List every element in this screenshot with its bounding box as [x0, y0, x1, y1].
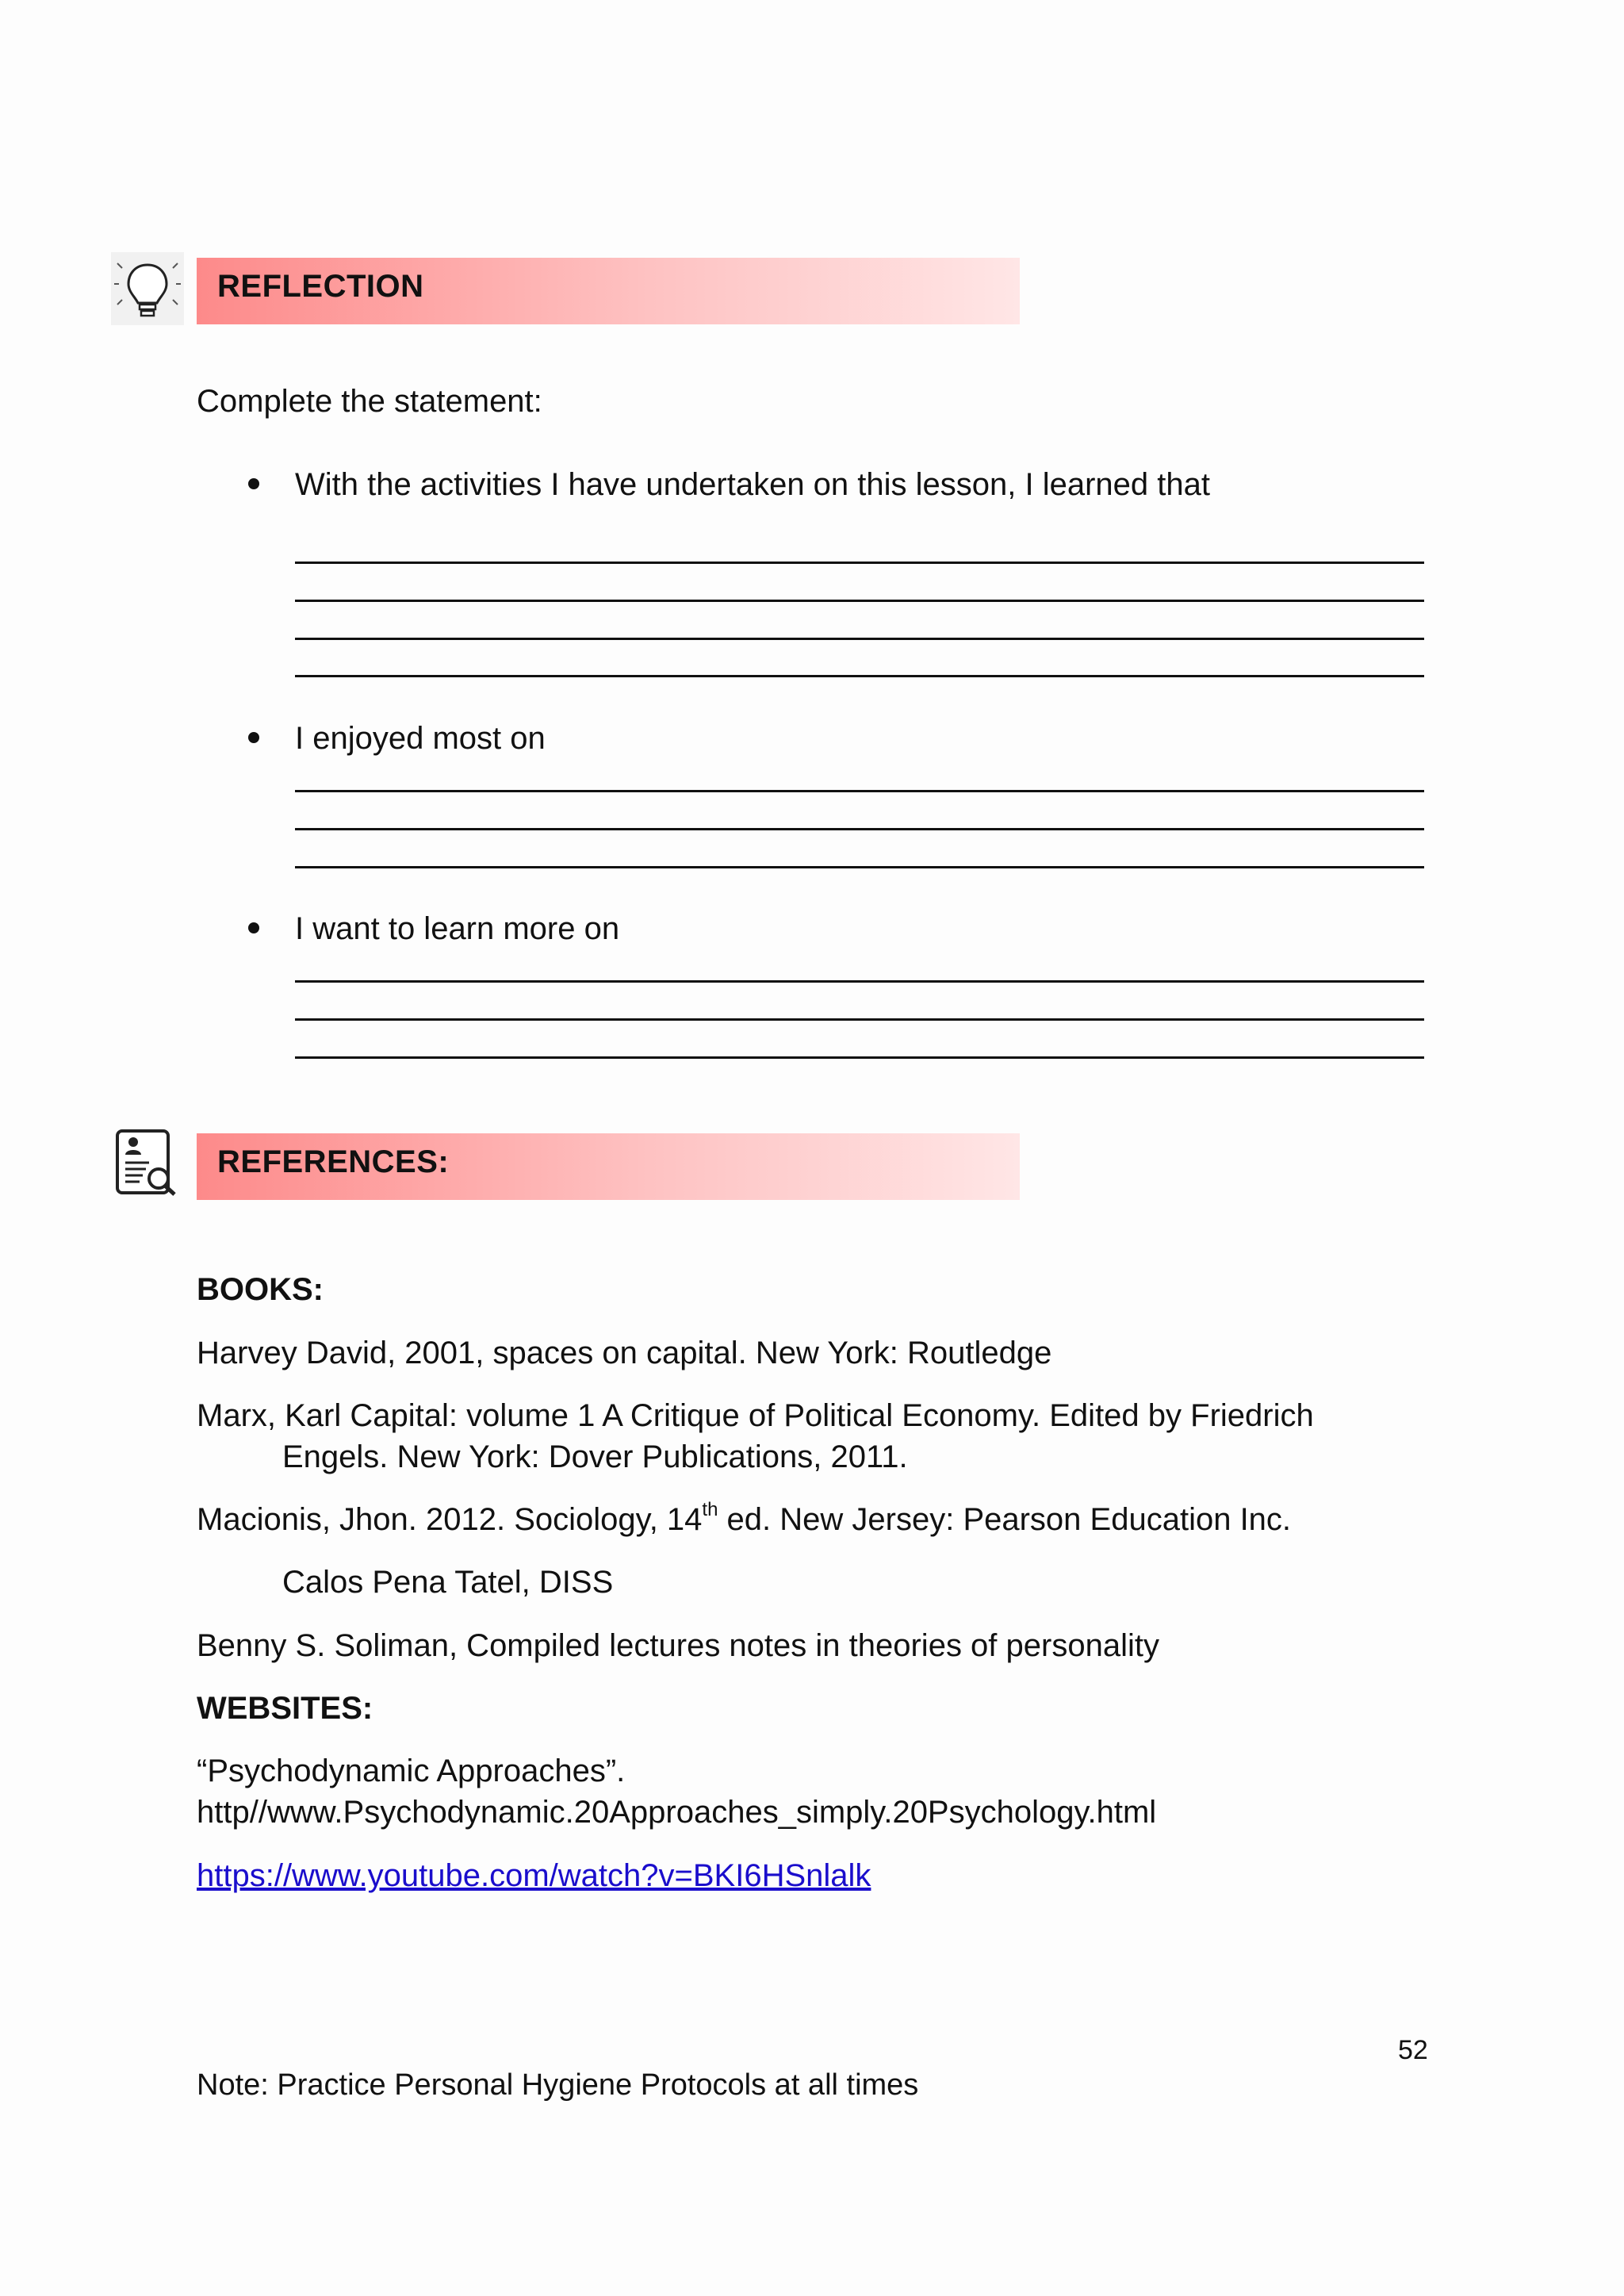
answer-line [295, 980, 1424, 983]
answer-line [295, 1056, 1424, 1059]
page-number: 52 [1398, 2035, 1428, 2065]
reflection-bullet-1: With the activities I have undertaken on this lesson, I learned that [295, 467, 1210, 502]
answer-line [295, 638, 1424, 640]
reflection-header [197, 258, 1020, 324]
answer-line [295, 828, 1424, 830]
reflection-bullet-2: I enjoyed most on [295, 721, 546, 756]
websites-label: WEBSITES: [197, 1691, 373, 1726]
reflection-prompt: Complete the statement: [197, 384, 542, 419]
reference-book-2-continued: Engels. New York: Dover Publications, 2011. [282, 1439, 908, 1474]
footer-note: Note: Practice Personal Hygiene Protocols at all times [197, 2068, 919, 2102]
reference-book-4: Calos Pena Tatel, DISS [282, 1565, 614, 1600]
answer-line [295, 866, 1424, 868]
references-header [197, 1133, 1020, 1200]
bullet-marker [248, 478, 259, 489]
reference-book-3 [197, 1499, 1291, 1540]
reference-book-3-text-end: ed. New Jersey: Pearson Education Inc. [718, 1502, 1292, 1537]
books-label: BOOKS: [197, 1272, 324, 1307]
reference-web-1-title: “Psychodynamic Approaches”. [197, 1754, 626, 1788]
reference-book-3-text: Macionis, Jhon. 2012. Sociology, 14 [197, 1502, 703, 1537]
bullet-marker [248, 922, 259, 933]
reference-web-1-url: http//www.Psychodynamic.20Approaches_simply.20Psychology.html [197, 1795, 1157, 1830]
lightbulb-icon [111, 252, 184, 325]
answer-line [295, 562, 1424, 564]
answer-line [295, 790, 1424, 792]
references-heading: REFERENCES: [217, 1144, 450, 1179]
answer-line [295, 600, 1424, 602]
ordinal-suffix: th [702, 1498, 718, 1520]
reflection-bullet-3: I want to learn more on [295, 911, 620, 946]
bullet-marker [248, 732, 259, 743]
reference-book-5: Benny S. Soliman, Compiled lectures notes in theories of personality [197, 1628, 1159, 1663]
document-search-icon [114, 1128, 178, 1198]
answer-line [295, 675, 1424, 677]
reflection-heading: REFLECTION [217, 269, 424, 304]
answer-line [295, 1018, 1424, 1021]
reference-book-1: Harvey David, 2001, spaces on capital. New York: Routledge [197, 1336, 1052, 1370]
youtube-link[interactable]: https://www.youtube.com/watch?v=BKI6HSnlalk [197, 1858, 871, 1893]
reference-book-2: Marx, Karl Capital: volume 1 A Critique of Political Economy. Edited by Friedrich [197, 1398, 1314, 1433]
